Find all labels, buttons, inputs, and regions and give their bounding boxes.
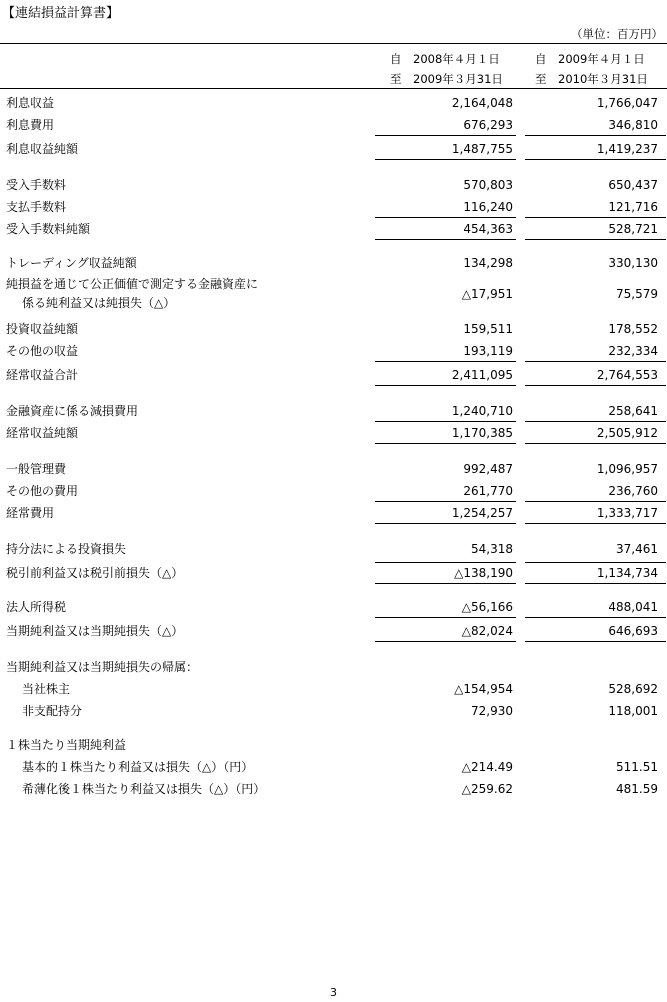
row-label: 経常収益純額 <box>6 426 79 440</box>
total-rule <box>525 523 666 524</box>
subtotal-rule <box>525 617 666 618</box>
row-value-2009: △56,166 <box>461 600 513 614</box>
row-value-2009: 676,293 <box>463 118 513 132</box>
row-label <box>6 275 258 313</box>
row-label-line2: 係る純利益又は純損失（△） <box>22 296 176 310</box>
subtotal-rule <box>525 361 666 362</box>
row-value-2009: 2,164,048 <box>451 96 513 110</box>
row-value-2010: 528,721 <box>608 222 658 236</box>
row-value-2009: 159,511 <box>463 322 513 336</box>
total-rule <box>525 443 666 444</box>
row-label: 経常収益合計 <box>6 368 79 382</box>
row-label: 利息費用 <box>6 118 55 132</box>
total-rule <box>525 159 666 160</box>
row-value-2009: 1,487,755 <box>451 142 513 156</box>
row-value-2009: △138,190 <box>454 566 513 580</box>
row-label: 当期純利益又は当期純損失の帰属： <box>6 660 199 674</box>
row-value-2010: 1,419,237 <box>596 142 658 156</box>
table-row <box>0 138 667 160</box>
row-value-2010: 646,693 <box>608 624 658 638</box>
row-label: 投資収益純額 <box>6 322 79 336</box>
row-label: 受入手数料 <box>6 178 67 192</box>
table-row <box>0 502 667 524</box>
row-value-2010: 346,810 <box>608 118 658 132</box>
row-value-2010: 1,134,734 <box>596 566 658 580</box>
row-value-2010: 330,130 <box>608 256 658 270</box>
statement-title: 【連結損益計算書】 <box>2 6 120 21</box>
row-label-line1: 純損益を通じて公正価値で測定する金融資産に <box>6 277 259 291</box>
col2-period-end: 至 2010年３月31日 <box>535 72 648 86</box>
row-value-2009: △214.49 <box>461 760 513 774</box>
row-label: １株当たり当期純利益 <box>6 738 127 752</box>
table-row <box>0 596 667 618</box>
row-value-2009: △17,951 <box>461 287 513 301</box>
table-row <box>0 458 667 480</box>
total-rule <box>375 641 516 642</box>
row-label: 支払手数料 <box>6 200 67 214</box>
table-row <box>0 700 667 722</box>
row-value-2009: △259.62 <box>461 782 513 796</box>
row-label: 一般管理費 <box>6 462 67 476</box>
row-value-2010: 650,437 <box>608 178 658 192</box>
table-row <box>0 678 667 700</box>
table-row <box>0 196 667 218</box>
row-label: 希薄化後１株当たり利益又は損失（△）（円） <box>22 782 266 796</box>
table-row <box>0 422 667 444</box>
subtotal-rule <box>375 135 516 136</box>
total-rule <box>375 523 516 524</box>
col1-period-start: 自 2008年４月１日 <box>390 52 500 66</box>
row-value-2009: 193,119 <box>463 344 513 358</box>
row-label: 税引前利益又は税引前損失（△） <box>6 566 184 580</box>
row-value-2009: △82,024 <box>461 624 513 638</box>
total-rule <box>525 239 666 240</box>
row-value-2010: 488,041 <box>608 600 658 614</box>
row-value-2010: 481.59 <box>616 782 658 796</box>
table-row <box>0 340 667 362</box>
table-row <box>0 538 667 560</box>
total-rule <box>375 583 516 584</box>
row-value-2010: 1,333,717 <box>596 506 658 520</box>
table-row <box>0 562 667 584</box>
page-number: 3 <box>330 986 337 999</box>
row-value-2010: 1,766,047 <box>596 96 658 110</box>
row-value-2009: 134,298 <box>463 256 513 270</box>
header-bottom-rule <box>0 88 667 89</box>
row-value-2010: 236,760 <box>608 484 658 498</box>
row-value-2009: 570,803 <box>463 178 513 192</box>
row-value-2010: 75,579 <box>616 287 658 301</box>
row-value-2010: 232,334 <box>608 344 658 358</box>
row-value-2009: 2,411,095 <box>451 368 513 382</box>
row-value-2010: 121,716 <box>608 200 658 214</box>
table-row <box>0 656 667 678</box>
row-value-2009: 72,930 <box>471 704 513 718</box>
table-row <box>0 364 667 386</box>
table-row <box>0 92 667 114</box>
header-top-rule <box>0 43 667 44</box>
row-label: 利息収益 <box>6 96 55 110</box>
row-value-2009: 992,487 <box>463 462 513 476</box>
row-value-2010: 118,001 <box>608 704 658 718</box>
table-row <box>0 218 667 240</box>
total-rule <box>375 239 516 240</box>
row-value-2009: 116,240 <box>463 200 513 214</box>
table-row <box>0 620 667 642</box>
row-value-2009: 1,170,385 <box>451 426 513 440</box>
table-row <box>0 114 667 136</box>
row-label: その他の費用 <box>6 484 79 498</box>
table-row <box>0 274 667 314</box>
total-rule <box>525 583 666 584</box>
row-label: 利息収益純額 <box>6 142 79 156</box>
row-label: 受入手数料純額 <box>6 222 91 236</box>
row-value-2010: 2,764,553 <box>596 368 658 382</box>
row-label: トレーディング収益純額 <box>6 256 137 270</box>
row-value-2009: 54,318 <box>471 542 513 556</box>
row-value-2009: 1,240,710 <box>451 404 513 418</box>
row-label: 法人所得税 <box>6 600 67 614</box>
total-rule <box>525 385 666 386</box>
table-row <box>0 252 667 274</box>
row-value-2009: 1,254,257 <box>451 506 513 520</box>
total-rule <box>375 159 516 160</box>
table-row <box>0 778 667 800</box>
row-value-2010: 511.51 <box>616 760 658 774</box>
row-value-2010: 528,692 <box>608 682 658 696</box>
table-row <box>0 756 667 778</box>
col1-period-end: 至 2009年３月31日 <box>390 72 503 86</box>
col2-period-start: 自 2009年４月１日 <box>535 52 645 66</box>
row-label: 当期純利益又は当期純損失（△） <box>6 624 184 638</box>
unit-label: （単位：百万円） <box>571 27 663 41</box>
total-rule <box>375 385 516 386</box>
subtotal-rule <box>375 617 516 618</box>
row-value-2010: 178,552 <box>608 322 658 336</box>
row-value-2010: 2,505,912 <box>596 426 658 440</box>
total-rule <box>375 443 516 444</box>
total-rule <box>525 641 666 642</box>
row-value-2010: 258,641 <box>608 404 658 418</box>
table-row <box>0 174 667 196</box>
row-label: その他の収益 <box>6 344 79 358</box>
row-label: 経常費用 <box>6 506 55 520</box>
subtotal-rule <box>375 361 516 362</box>
row-label: 金融資産に係る減損費用 <box>6 404 139 418</box>
table-row <box>0 318 667 340</box>
row-value-2010: 1,096,957 <box>596 462 658 476</box>
row-label: 基本的１株当たり利益又は損失（△）（円） <box>22 760 254 774</box>
row-value-2010: 37,461 <box>616 542 658 556</box>
row-value-2009: △154,954 <box>454 682 513 696</box>
row-value-2009: 454,363 <box>463 222 513 236</box>
table-row <box>0 480 667 502</box>
subtotal-rule <box>525 135 666 136</box>
row-label: 非支配持分 <box>22 704 83 718</box>
table-row <box>0 400 667 422</box>
row-label: 持分法による投資損失 <box>6 542 127 556</box>
table-row <box>0 734 667 756</box>
row-label: 当社株主 <box>22 682 71 696</box>
row-value-2009: 261,770 <box>463 484 513 498</box>
